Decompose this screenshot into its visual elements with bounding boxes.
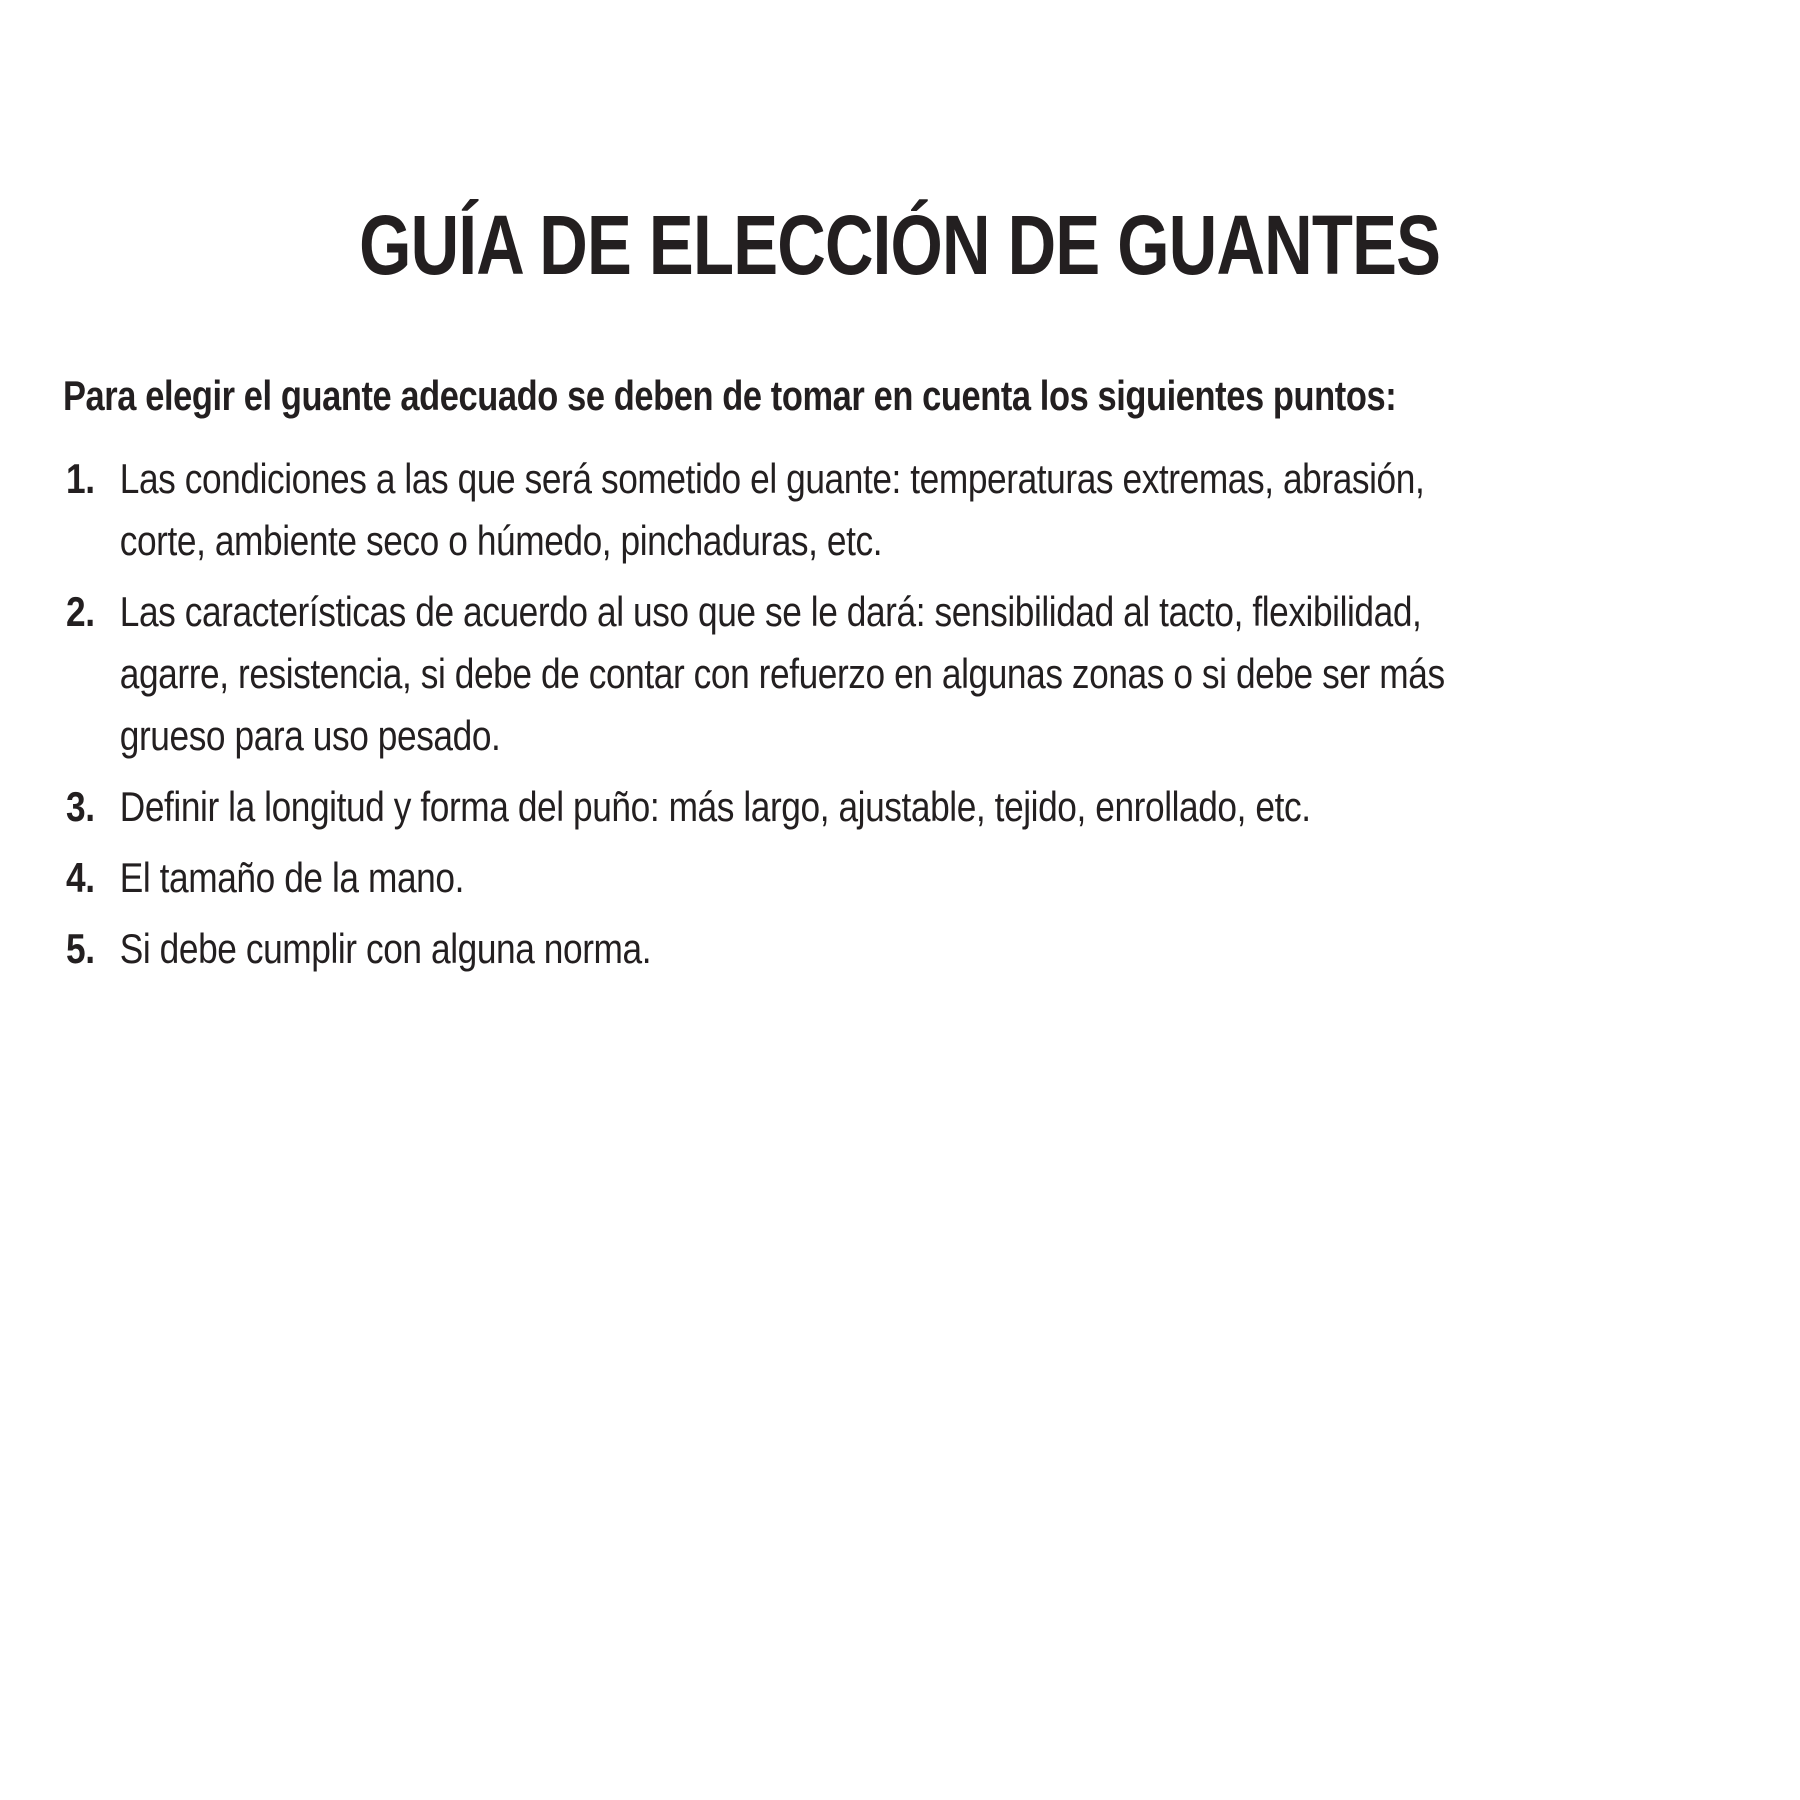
list-item-text: Definir la longitud y forma del puño: más largo, ajustable, tejido, enrollado, etc. [119,783,1311,830]
list-item [66,581,1519,767]
list-item [66,448,1519,572]
page-title-text: GUÍA DE ELECCIÓN DE GUANTES [359,198,1441,293]
list-item-text: Las condiciones a las que será sometido el guante: temperaturas extremas, abrasión, corte, ambiente seco o húmedo, pinchaduras, etc. [119,455,1425,564]
numbered-list [66,448,1519,989]
list-item-text: Las características de acuerdo al uso que se le dará: sensibilidad al tacto, flexibilidad, agarre, resistencia, si debe de contar con refuerzo en algunas zonas o si debe ser más grueso para uso pesado. [119,588,1445,759]
list-item-number: 3. [66,783,95,830]
intro-text: Para elegir el guante adecuado se deben de tomar en cuenta los siguientes puntos: [63,372,1397,419]
list-item [66,847,1519,909]
list-item-number: 1. [66,455,95,502]
list-item [66,776,1519,838]
list-item-text: El tamaño de la mano. [119,854,464,901]
page-title [0,199,1800,291]
list-item-number: 2. [66,588,95,635]
list-item [66,918,1519,980]
list-item-number: 4. [66,854,95,901]
list-item-number: 5. [66,925,95,972]
list-item-text: Si debe cumplir con alguna norma. [119,925,652,972]
